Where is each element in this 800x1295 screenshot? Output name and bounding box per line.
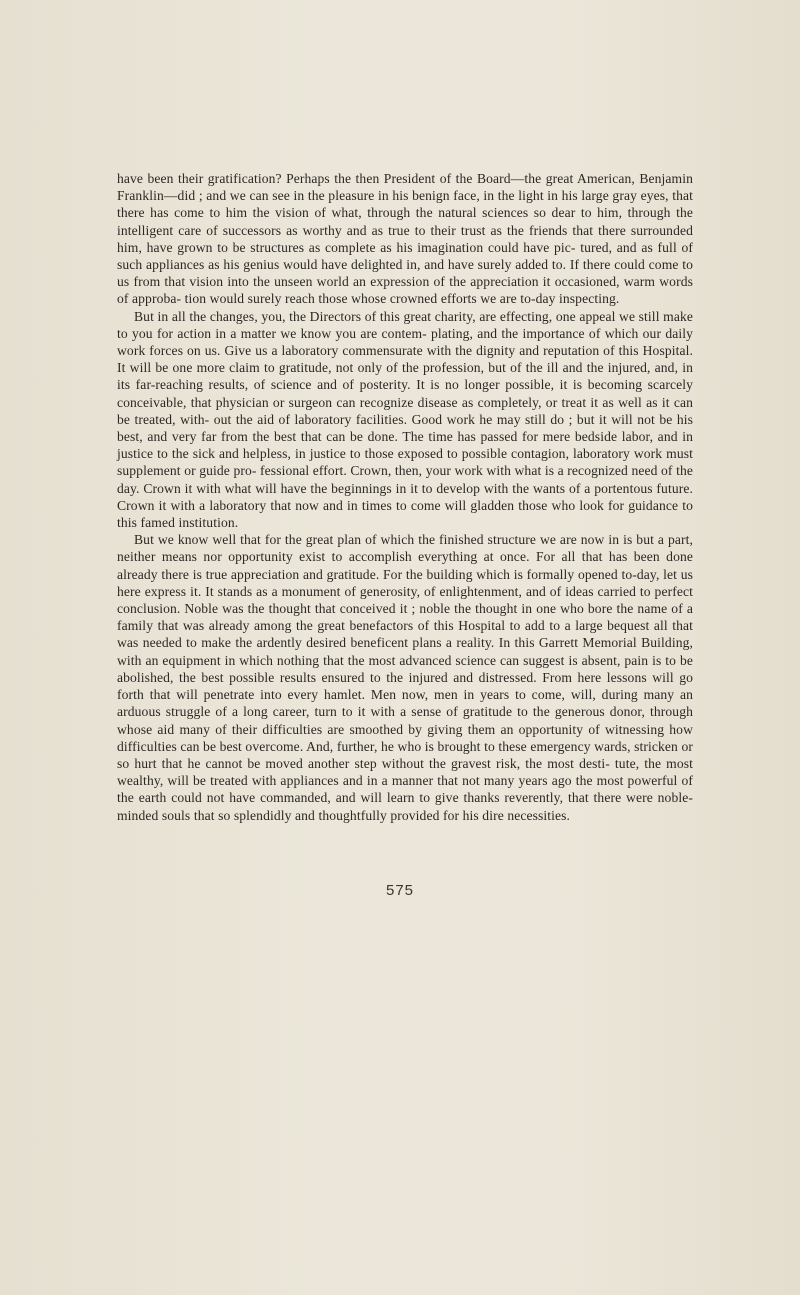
paragraph-3: But we know well that for the great plan of which the finished structure we are now in is but a part, neither means nor opportunity exist to accomplish everything at once. For all that has been done already there is true appreciation and gratitude. For the building which is formally opened to-day, let us here express it. It stands as a monument of generosity, of enlightenment, and of ideas carried to perfect conclusion. Noble was the thought that conceived it ; noble the thought in one who bore the name of a family that was already among the great benefactors of this Hospital to add to a large bequest all that was needed to make the ardently desired beneficent plans a reality. In this Garrett Memorial Building, with an equipment in which nothing that the most advanced science can suggest is absent, pain is to be abolished, the best possible results ensured to the injured and distressed. From here lessons will go forth that will penetrate into every hamlet. Men now, men in years to come, will, during many an arduous struggle of a long career, turn to it with a sense of gratitude to the generous donor, through whose aid many of their difficulties are smoothed by giving them an opportunity of witnessing how difficulties can be best overcome. And, further, he who is brought to these emergency wards, stricken or so hurt that he cannot be moved another step without the gravest risk, the most desti- tute, the most wealthy, will be treated with appliances and in a manner that not many years ago the most powerful of the earth could not have commanded, and will learn to give thanks reverently, that there were noble-minded souls that so splendidly and thoughtfully provided for his dire necessities. — [117, 532, 693, 823]
page-number: 575 — [385, 882, 415, 899]
paragraph-2: But in all the changes, you, the Directors of this great charity, are effecting, one appeal we still make to you for action in a matter we know you are contem- plating, and the importance of which our daily work forces on us. Give us a laboratory commensurate with the dignity and reputation of this Hospital. It will be one more claim to gratitude, not only of the profession, but of the ill and the injured, and, in its far-reaching results, of science and of posterity. It is no longer possible, it is becoming scarcely conceivable, that physician or surgeon can recognize disease as completely, or treat it as well as it can be treated, with- out the aid of laboratory facilities. Good work he may still do ; but it will not be his best, and very far from the best that can be done. The time has passed for mere bedside labor, and in justice to the sick and helpless, in justice to those exposed to possible contagion, laboratory work must supplement or guide pro- fessional effort. Crown, then, your work with what is a recognized need of the day. Crown it with what will have the beginnings in it to develop with the wants of a portentous future. Crown it with a laboratory that now and in times to come will gladden those who look for guidance to this famed institution. — [117, 308, 693, 531]
body-text — [117, 170, 693, 824]
paragraph-1: have been their gratification? Perhaps the then President of the Board—the great American, Benjamin Franklin—did ; and we can see in the pleasure in his benign face, in the light in his large gray eyes, that there has come to him the vision of what, through the natural sciences so dear to him, through the intelligent care of successors as worthy and as true to their trust as the friends that there surrounded him, have grown to be structures as complete as his imagination could have pic- tured, and as full of such appliances as his genius would have delighted in, and have surely added to. If there could come to us from that vision into the unseen world an expression of the appreciation it occasioned, warm words of approba- tion would surely reach those whose crowned efforts we are to-day inspecting. — [117, 171, 693, 307]
